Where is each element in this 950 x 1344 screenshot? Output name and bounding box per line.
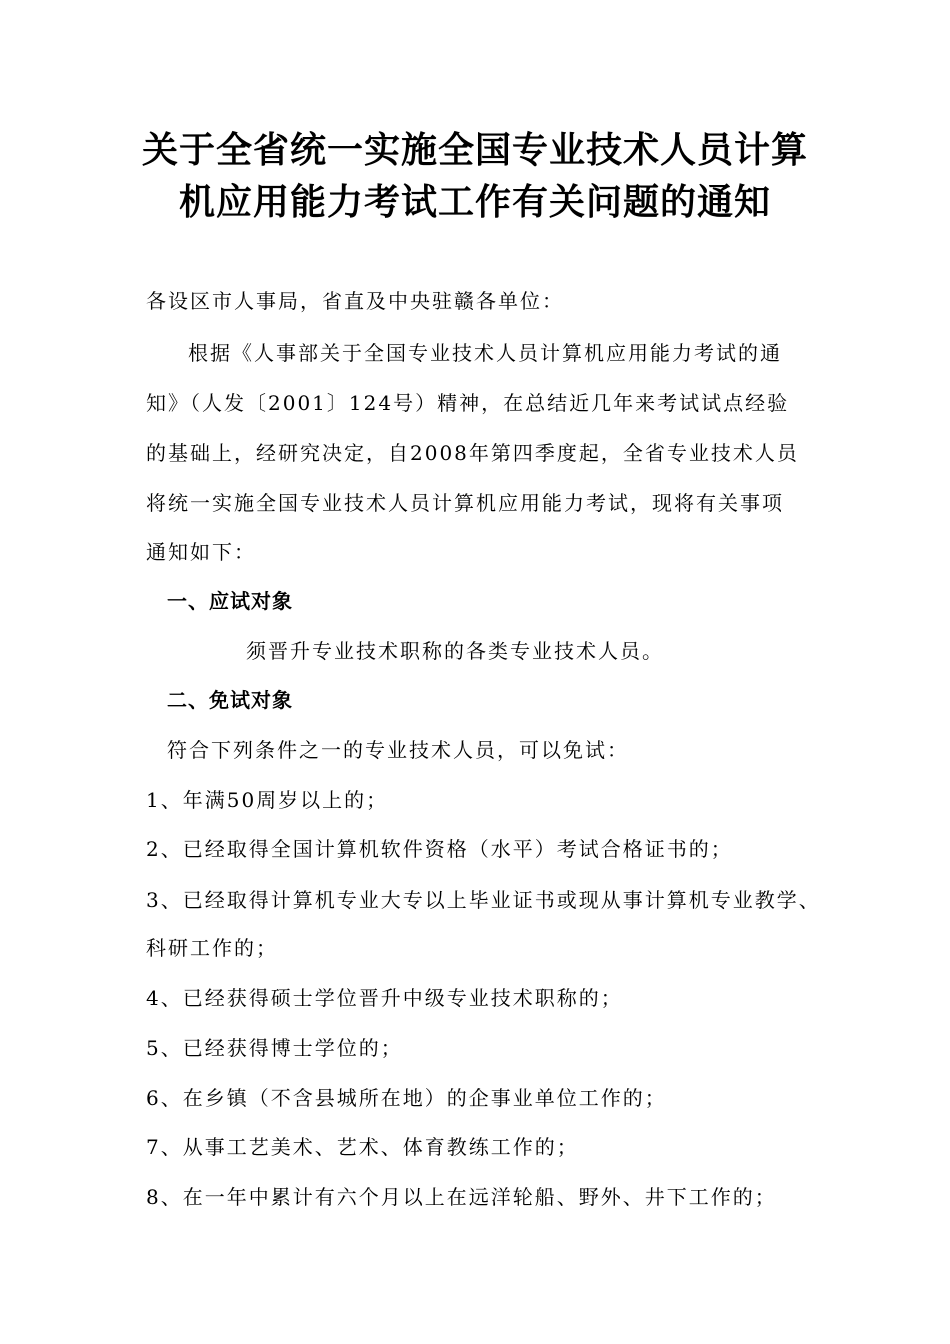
intro-line-5: 通知如下：	[146, 540, 256, 564]
exemption-item-3-continued: 科研工作的；	[146, 936, 278, 960]
intro-line-4: 将统一实施全国专业技术人员计算机应用能力考试，现将有关事项	[146, 491, 784, 515]
intro-line-1: 根据《人事部关于全国专业技术人员计算机应用能力考试的通	[188, 341, 782, 365]
section-1-heading: 一、应试对象	[167, 589, 293, 613]
exemption-item-8: 8、在一年中累计有六个月以上在远洋轮船、野外、井下工作的；	[146, 1185, 777, 1209]
section-2-heading: 二、免试对象	[167, 688, 293, 712]
exemption-item-6: 6、在乡镇（不含县城所在地）的企事业单位工作的；	[146, 1086, 667, 1110]
intro-line-2: 知》（人发〔2001〕124号）精神，在总结近几年来考试试点经验	[146, 391, 790, 415]
section-2-lead: 符合下列条件之一的专业技术人员，可以免试：	[167, 738, 629, 762]
exemption-item-2: 2、已经取得全国计算机软件资格（水平）考试合格证书的；	[146, 837, 733, 861]
intro-line-3: 的基础上，经研究决定，自2008年第四季度起，全省专业技术人员	[146, 441, 799, 465]
section-1-body: 须晋升专业技术职称的各类专业技术人员。	[246, 639, 664, 663]
exemption-item-4: 4、已经获得硕士学位晋升中级专业技术职称的；	[146, 986, 623, 1010]
document-title-line-2: 机应用能力考试工作有关问题的通知	[178, 181, 771, 223]
exemption-item-3: 3、已经取得计算机专业大专以上毕业证书或现从事计算机专业教学、	[146, 888, 821, 912]
exemption-item-1: 1、年满50周岁以上的；	[146, 788, 389, 812]
exemption-item-7: 7、从事工艺美术、艺术、体育教练工作的；	[146, 1135, 579, 1159]
salutation: 各设区市人事局，省直及中央驻赣各单位：	[146, 289, 564, 313]
exemption-item-5: 5、已经获得博士学位的；	[146, 1036, 403, 1060]
document-title-line-1: 关于全省统一实施全国专业技术人员计算	[141, 129, 808, 171]
